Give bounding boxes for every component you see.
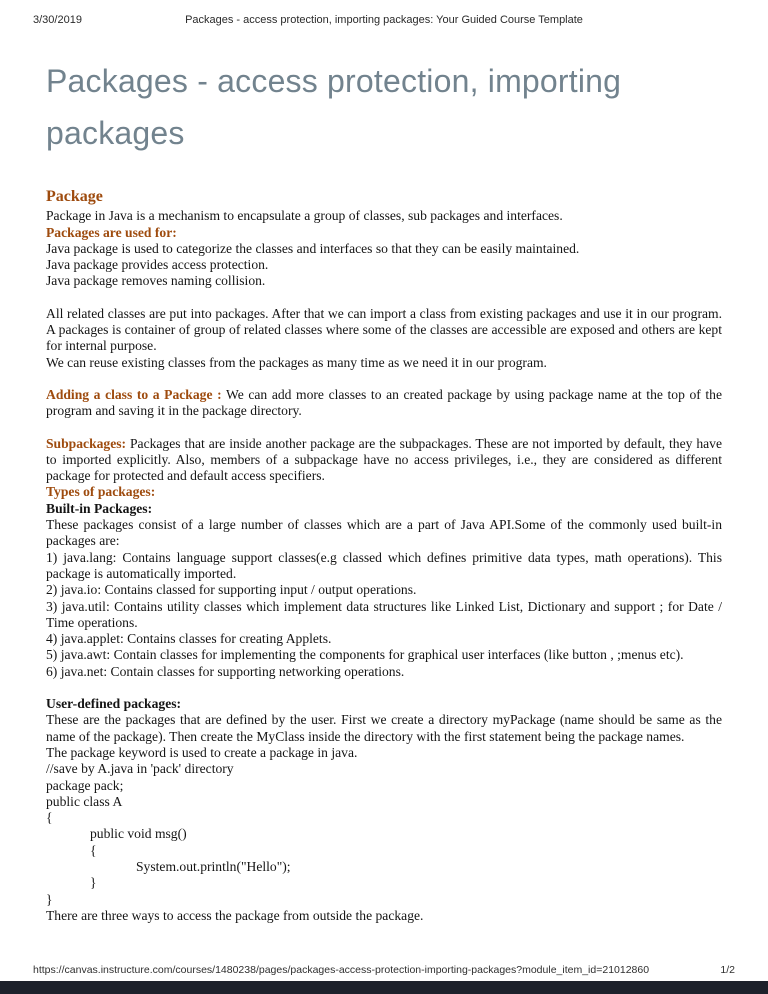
text-run: Packages that are inside another package are the subpackages. These are not imported by default, they have to imported explicitly. Also, members of a subpackage have no access privileges, i.e., they are considered as different package for protected and default access specifiers.: [46, 435, 722, 484]
print-footer: [33, 964, 735, 976]
paragraph-userdefined: These are the packages that are defined by the user. First we create a directory myPackage (name should be same as the name of the package). Then create the MyClass inside the directory with the first statement being the package names.: [46, 712, 722, 744]
code-line: System.out.println("Hello");: [136, 858, 291, 874]
text-line: The package keyword is used to create a package in java.: [46, 744, 358, 760]
text-line: Java package provides access protection.: [46, 257, 269, 273]
code-line: //save by A.java in 'pack' directory: [46, 761, 234, 777]
print-document-title: Packages - access protection, importing packages: Your Guided Course Template: [185, 14, 583, 26]
blank-line: [46, 290, 722, 306]
footer-url: https://canvas.instructure.com/courses/1480238/pages/packages-access-protection-importing-packages?module_item_id=21012860: [33, 964, 650, 976]
heading-types-of-packages: Types of packages:: [46, 484, 156, 500]
paragraph-related-classes: All related classes are put into packages. After that we can import a class from existing packages and use it in our program. A packages is container of group of related classes where some of the classes are accessible are exposed and others are kept for internal purpose.: [46, 305, 722, 354]
code-line: package pack;: [46, 777, 124, 793]
text-run: We can add more classes to an created package by using package name at the top of the program and saving it in the package directory.: [46, 386, 722, 419]
heading-builtin-packages: Built-in Packages:: [46, 500, 153, 516]
list-item: 1) java.lang: Contains language support classes(e.g classed which defines primitive data types, math operations). This package is automatically imported.: [46, 549, 722, 581]
heading-userdefined-packages: User-defined packages:: [46, 696, 182, 712]
blank-line: [46, 680, 722, 696]
page-title: Packages - access protection, importing packages: [46, 63, 622, 151]
paragraph-builtin-intro: These packages consist of a large number of classes which are a part of Java API.Some of the commonly used built-in packages are:: [46, 517, 722, 549]
text-line: Java package is used to categorize the classes and interfaces so that they can be easily maintained.: [46, 240, 580, 256]
code-line: }: [90, 875, 97, 891]
text-line: We can reuse existing classes from the packages as many time as we need it in our program.: [46, 354, 547, 370]
code-line: }: [46, 891, 53, 907]
document-body: [46, 189, 722, 924]
heading-subpackages: Subpackages:: [46, 435, 127, 451]
heading-package: Package: [46, 188, 103, 205]
print-date: 3/30/2019: [33, 14, 82, 26]
list-item: 3) java.util: Contains utility classes which implement data structures like Linked List, Dictionary and support ; for Date / Time operations.: [46, 598, 722, 630]
heading-adding-class: Adding a class to a Package :: [46, 386, 222, 402]
blank-line: [46, 371, 722, 387]
text-line: There are three ways to access the package from outside the package.: [46, 907, 424, 923]
list-item: 5) java.awt: Contain classes for implementing the components for graphical user interfaces (like button , ;menus etc).: [46, 647, 684, 663]
heading-packages-used-for: Packages are used for:: [46, 224, 177, 240]
list-item: 4) java.applet: Contains classes for creating Applets.: [46, 631, 332, 647]
paragraph-subpackages: [46, 436, 722, 485]
blank-line: [46, 420, 722, 436]
code-line: {: [46, 810, 53, 826]
text-line: Java package removes naming collision.: [46, 273, 266, 289]
list-item: 6) java.net: Contain classes for supporting networking operations.: [46, 663, 405, 679]
print-header: [0, 0, 768, 27]
list-item: 2) java.io: Contains classed for supporting input / output operations.: [46, 582, 417, 598]
paragraph-package-intro: Package in Java is a mechanism to encapsulate a group of classes, sub packages and interfaces.: [46, 208, 563, 224]
code-line: {: [90, 842, 97, 858]
code-line: public void msg(): [90, 826, 187, 842]
viewer-bottom-bar: [0, 981, 768, 994]
code-line: public class A: [46, 793, 123, 809]
footer-page-number: 1/2: [720, 964, 735, 976]
paragraph-adding-class: [46, 387, 722, 420]
